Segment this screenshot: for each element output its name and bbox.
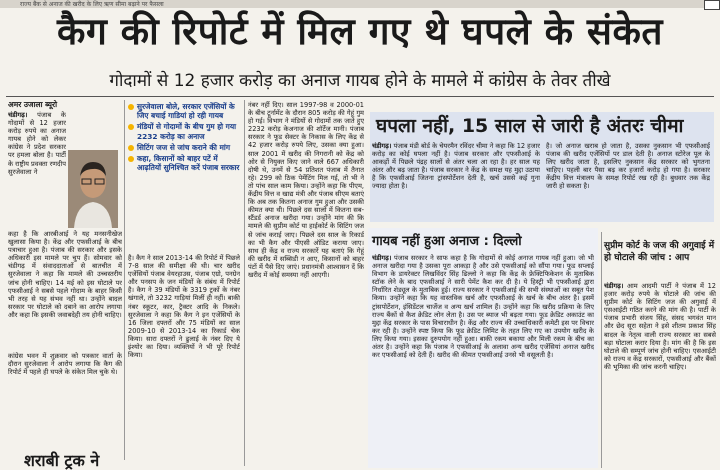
bullet-icon — [128, 145, 134, 151]
box1-right-text: है। जो अनाज खराब हो जाता है, उसका नुकसान भी एफसीआई पंजाब की खरीद एजेंसियों पर डाल देती है। अनाज स्टोरेज पूल के लिए खरीद जाता है, इसलिए नुकसान केंद्र सरकार को भुगतना चाहिए। पहली बार पैसा बढ़ कर हजारों करोड़ हो गया है। सरकार केंद्रीय वित्त मंत्रालय के समक्ष रिपोर्ट रख रही है। बुधवार तक केंद्र जारी हो सकता है। — [546, 142, 710, 191]
highlight-item: सिटिंग जज से जांच कराने की मांग — [128, 143, 240, 152]
col1-dateline: चंडीगढ़। — [8, 111, 28, 119]
bullet-icon — [128, 124, 134, 130]
bullet-icon — [128, 104, 134, 110]
bullet-icon — [128, 156, 134, 162]
subheadline: गोदामों से 12 हजार करोड़ का अनाज गायब होने के मामले में कांग्रेस के तेवर तीखे — [109, 71, 611, 91]
col1-lead-text: पंजाब के गोदामों से 12 हजार करोड़ रुपये का अनाज गायब होने को लेकर कांग्रेस ने प्रदेश सरकार पर हमला बोला है। पार्टी के राष्ट्रीय प्रवक्ता रणदीप सुरजेवाला ने — [8, 111, 66, 176]
box3-dateline: चंडीगढ़। — [604, 282, 624, 290]
previous-article-text: राज्य बैंक से अनाज की खरीद के लिए ऋण सीमा बढ़ाने पर फैसला — [20, 1, 164, 8]
box3-text: चंडीगढ़। आम आदमी पार्टी ने पंजाब में 12 हजार करोड़ रुपये के घोटाले की जांच की सुप्रीम कोर्ट के सिटिंग जज की अगुवाई में एसआईटी गठित करने की मांग की है। पार्टी के पंजाब प्रभारी संजय सिंह, संसद भगवंत मान और छेद सूरा सहेता ने इसे शीतम प्रकाश सिंह बादल के नेतृत्व वाली राज्य सरकार का सबसे बड़ा घोटाला करार दिया है। मांग की है कि इस घोटाले की सम्पूर्ण जांच होनी चाहिए। एसआईटी को राज्य व केंद्र सरकारों, एफसीआई और बैंकों की भूमिका की जांच करनी चाहिए। — [604, 282, 716, 371]
next-article-headline: शराबी ट्रक ने — [24, 451, 100, 470]
box1-dateline: चंडीगढ़। — [372, 142, 392, 150]
highlights-list — [128, 102, 240, 174]
header-divider — [6, 96, 714, 97]
col1-lead — [8, 111, 66, 228]
col1-body: कहा है कि आरबीआई ने यह मनसनीखेज खुलासा किया है। केंद्र और एफसीआई के बीच पत्राचार हुआ है। पंजाब की सरकार और इसके अधिकारी इस मामले पर चुप हैं। सोमवार को चंडीगढ़ में संवाददाताओं से बातचीत में सुरजेवाला ने कहा कि मामले की उच्चस्तरीय जांच होनी चाहिए। 14 मई को इस घोटाले पर एफसीआई ने सबसे पहले गोदाम के बाहर किसी भी तरह से यह संभव नहीं था। उन्होंने बादल सरकार पर घोटाले को दबाने का आरोप लगाया और कहा कि इसकी जवाबदेही तय होनी चाहिए। — [8, 230, 122, 319]
box1-left-text: चंडीगढ़। पंजाब मंडी बोर्ड के चेयरमैन रविंदर चीमा ने कहा कि 12 हजार करोड़ का कोई घपला नहीं है। पंजाब सरकार और एफसीआई के आकड़ों में पिछले पंद्रह सालों से अंतर चला आ रहा है। हर साल यह अंतर और बढ़ जाता है। पंजाब सरकार ने केंद्र के समक्ष यह मुद्दा उठाया है कि एफसीआई जितना ट्रांसपोर्टेशन देती है, खर्च उससे कई गुना ज्यादा होता है। — [372, 142, 540, 191]
previous-article-box — [704, 0, 720, 10]
previous-article-strip — [0, 0, 720, 8]
highlight-item: कहा, किसानों को बाहर पटें में आढ़तियों सुनिश्चित करें पंजाब सरकार — [128, 154, 240, 172]
col2-body: है। कैग ने साल 2013-14 की रिपोर्ट में पिछले 7-8 साल की समीक्षा की थी। चार खरीद एजेंसियों पंजाब वेयरहाउस, पंजाब एग्रो, पनग्रेन और पनसप के जन मंडियों के संबंध में रिपोर्ट है। कैग ने 39 मंडियों के 3319 ट्रकों के नंबर खंगाले, तो 3232 गाड़ियां मिलीं ही नहीं। बाकी नंबर स्कूटर, कार, ट्रैक्टर आदि के निकले। सुरजेवाला ने कहा कि कैग ने इन एजेंसियों के 16 जिला दफ्तरों और 75 मंडियों का साल 2009-10 से 2013-14 का रिकार्ड चेक किया। सारा दफ्तरों ने ढुलाई के नंबर दिए ये इंश्योर का दिया। व्यक्तियों ने भी पूरे रिपोर्ट किया। — [128, 254, 240, 360]
column-divider — [244, 100, 245, 466]
headline: कैग की रिपोर्ट में मिल गए थे घपले के संकेत — [57, 10, 663, 53]
col3-body: नंबर नहीं दिए। साल 1997-98 व 2000-01 के बीच टूर्नामेंट के दौरान 805 करोड़ की गेहूं गुम हो गई। विभाग ने मंडियों से गोदामों तक जाते हुए 2232 करोड़ केअनाज की शॉर्टेज मानी। पंजाब सरकार ने फूड सेक्टर के निकास के लिए केंद्र से 42 हजार करोड़ रुपये लिए, उसका क्या हुआ। साल 2001 में खरीद की निगरानी को केंद्र को ओर से नियुक्त किए जाने वाले 667 अधिकारी दोषी थे, उनमें से 54 प्रतिशत पंजाब में तैनात रहे। 299 को ठिक पेमेंटिंग मिल गई, तो भी ने तो पांच साल काम किया। उन्होंने कहा कि पीएम, केंद्रीय वित्त व खाद्य मंत्री और पंजाब सीएम बताएं कि अब तक कितना अनाज गुम हुआ और उसकी कीमत क्या थी। पिछले दस सालों में कितना सब-स्टैंडर्ड अनाज खरीदा गया। उन्होंने मांग की कि मामले की सुप्रीम कोर्ट या हाईकोर्ट के सिटिंग जज से जांच कराई जाए। पिछले दस साल के रिकार्ड का भी कैग और पीएसी ऑडिट कराया जाए। साथ ही केंद्र व राज्य सरकारें यह बताएं कि गेहूं की खरीद में सब्सिडी न आए, किसानों को बाहर पंटों में पैसे दिए जाएं। प्रधानमंत्री आश्वासन दें कि खरीद में कोई समस्या नहीं आएगी। — [248, 101, 364, 279]
box2-dateline: चंडीगढ़। — [372, 254, 392, 262]
highlight-item: सुरजेवाला बोले, सरकार एजेंसियों के जिए बचाई गाडियां हो रही गायब — [128, 102, 240, 120]
box2-text: चंडीगढ़। पंजाब सरकार ने साफ कहा है कि गोदामों से कोई अनाज गायब नहीं हुआ। जो भी अनाज खरीदा गया है उसका पूरा आकड़ा है और उसे एफसीआई को सौंपा गया। फूड सप्लाई विभाग के डायरेक्टर लिखविंदर सिंह ढिल्लो ने कहा कि केंद्र के फ्रेक्टिफिकेशन के मुताबिक स्टॉक लेने के बाद एफसीआई ने सारी पेमेंट कैश कर दी है। ये हिस्ट्री भी एफसीआई द्वारा निर्धारित शेड्यूल के मुताबिक हुई। राज्य सरकार ने एफसीआई की सभी संस्थाओं का सबूत पेश किया। उन्होंने कहा कि यह वास्तविक खर्च और एफसीआई के खर्च के बीच अंतर है। इसमें ट्रांसपोर्टेशन, इंसिडेंटल चार्जेज व अन्य खर्च शामिल हैं। उन्होंने कहा कि खरीद प्रक्रिया के लिए राज्य बैंकों से कैश क्रेडिट लोन लेता है। उस पर ब्याज भी बढ़ता गया। फूड क्रेडिट अकाउंट का मुद्दा केंद्र सरकार के पास विचाराधीन है। केंद्र और राज्य की उच्चाधिकारी कमेटी इस पर विचार कर रही है। उन्होंने स्पष्ट किया कि फूड क्रेडिट लिमिट के तहत लिए गए का उपयोग खरीद के लिए किया गया। इसका दुरुपयोग नहीं हुआ। बाकी रकम बकाया और मिली रकम के बीच का अंतर है। उन्होंने कहा कि पंजाब ने एफसीआई के अलावा अन्य खरीद एजेंसियां अनाज खरीद कर एफसीआई को देती हैं। खरीद की कीमत एफसीआई उनसे भी वसूलती है। — [372, 254, 594, 360]
box1-title: घपला नहीं, 15 साल से जारी है अंतरः चीमा — [376, 115, 684, 137]
portrait-image — [68, 150, 118, 228]
column-divider — [601, 232, 602, 468]
byline: अमर उजाला ब्यूरो — [8, 100, 58, 109]
col1-body-2: कांग्रेस भवन में शुक्रवार को पत्रकार वार्ता के दौरान सुरजेवाला ने आरोप लगाया कि कैग की रिपोर्ट में पहले ही घपले के संकेत मिल चुके थे। — [8, 352, 122, 377]
highlight-item: मंडियों से गोदामों के बीच गुम हो गया 2232 करोड़ का अनाज — [128, 122, 240, 140]
column-divider — [124, 100, 125, 460]
box3-title: सुप्रीम कोर्ट के जज की अगुवाई में हो घोटाले की जांच : आप — [604, 241, 715, 263]
person-photo — [68, 150, 118, 228]
box2-title: गायब नहीं हुआ अनाज : दिल्लो — [372, 234, 522, 249]
